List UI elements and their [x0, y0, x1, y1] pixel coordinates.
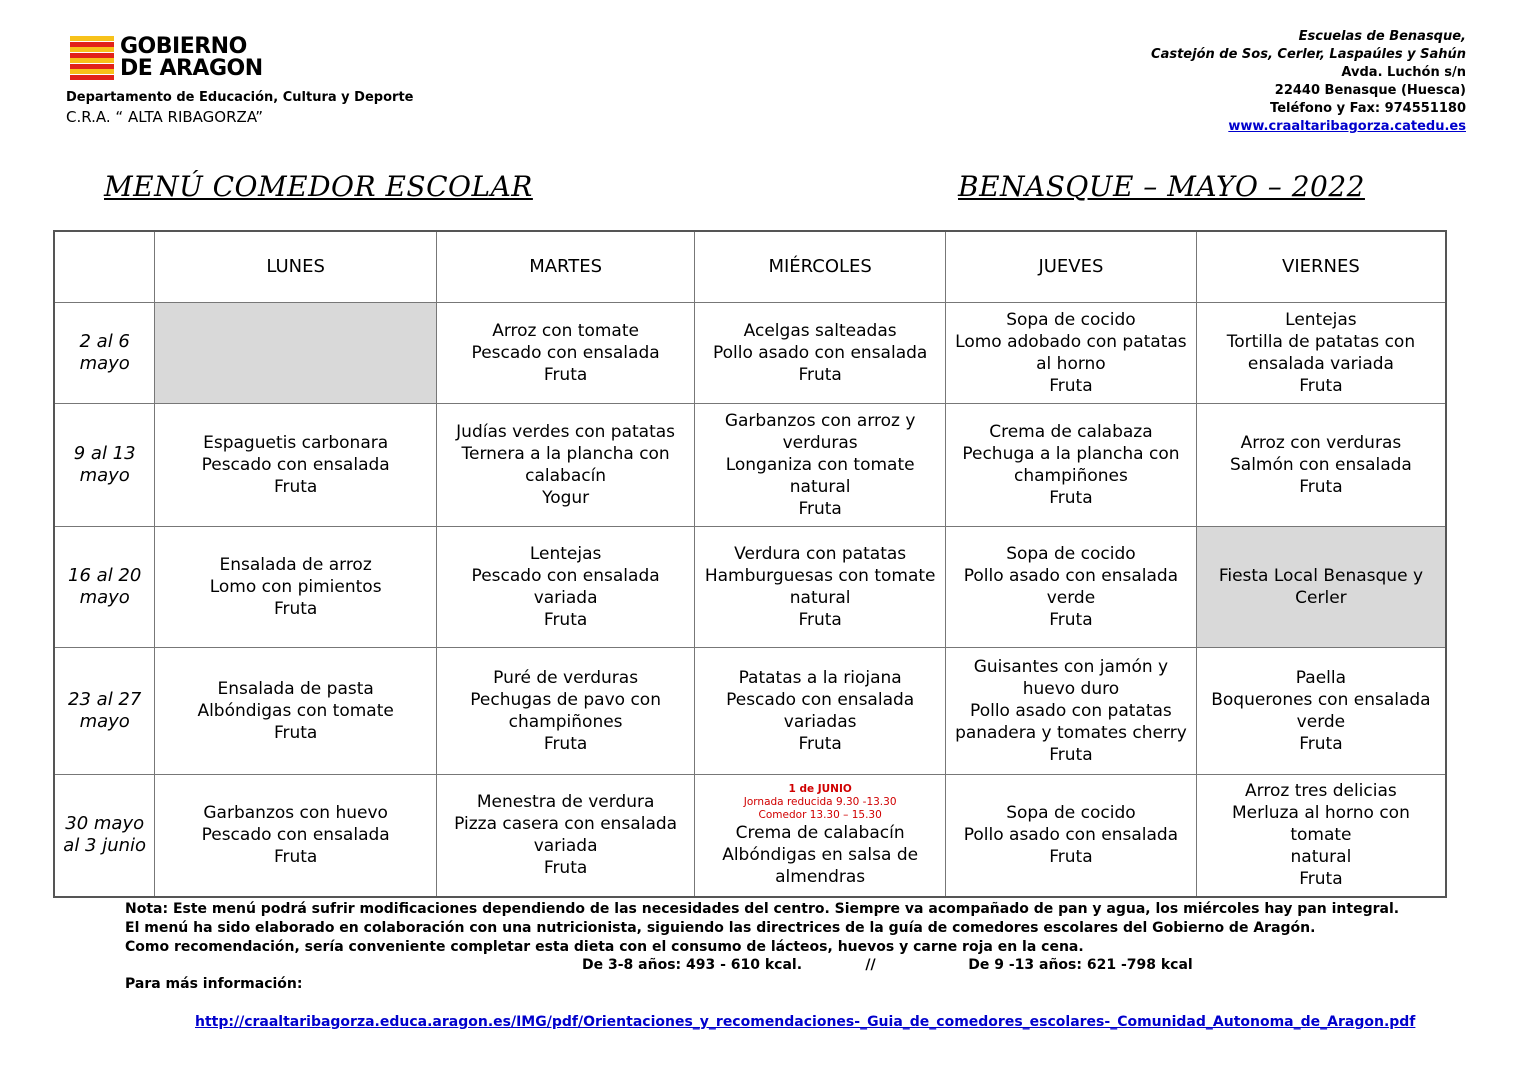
dish-line: almendras	[775, 866, 866, 887]
dish-line: Patatas a la riojana	[738, 668, 902, 688]
week-label-line: mayo	[79, 587, 130, 608]
week-label	[54, 527, 155, 648]
dish-line: Crema de calabaza	[989, 422, 1153, 442]
dish-line: Arroz con tomate	[492, 321, 639, 341]
dish-line: Fruta	[543, 365, 588, 385]
week-label	[54, 775, 155, 897]
menu-cell-martes	[436, 404, 694, 527]
menu-cell-miércoles	[695, 404, 946, 527]
department-name: Departamento de Educación, Cultura y Deporte	[66, 90, 414, 105]
menu-cell-viernes	[1196, 404, 1446, 527]
dish-line: Pechugas de pavo con	[470, 690, 661, 710]
cra-name: C.R.A. “ ALTA RIBAGORZA”	[66, 108, 263, 126]
week-label	[54, 303, 155, 404]
dish-line: Fruta	[273, 477, 318, 497]
dish-line: huevo duro	[1022, 679, 1120, 699]
table-row	[54, 648, 1446, 775]
dish-line: Cerler	[1295, 588, 1347, 608]
address-phone: Teléfono y Fax: 974551180	[1270, 101, 1466, 116]
menu-cell-viernes	[1196, 527, 1446, 648]
guide-pdf-link[interactable]: http://craaltaribagorza.educa.aragon.es/IMG/pdf/Orientaciones_y_recomendaciones-_Guia_de_comedores_escolares-_Comunidad_Autonoma_de_Aragon.pdf	[195, 1014, 1416, 1030]
week-label-line: 16 al 20	[68, 565, 142, 586]
menu-cell-martes	[436, 303, 694, 404]
dish-line: Merluza al horno con tomate	[1231, 803, 1410, 846]
week-label	[54, 404, 155, 527]
note-line: Nota: Este menú podrá sufrir modificaciones dependiendo de las necesidades del centro. Siempre va acompañado de pan y agua, los miércoles hay pan integral.	[125, 901, 1400, 917]
more-info-label: Para más información:	[125, 976, 303, 992]
dish-line: Fruta	[273, 847, 318, 868]
dish-line: Salmón con ensalada	[1229, 455, 1412, 475]
dish-line: Pollo asado con ensalada	[712, 343, 928, 363]
table-header-row	[54, 231, 1446, 303]
dish-line: Longaniza con tomate	[725, 455, 915, 475]
dish-line: Sopa de cocido	[1006, 544, 1136, 564]
dish-line: Pollo asado con ensalada	[963, 825, 1179, 846]
location-date-title: BENASQUE – MAYO – 2022	[958, 170, 1365, 203]
dish-line: Judías verdes con patatas	[456, 422, 676, 442]
dish-line: Fruta	[1299, 869, 1343, 890]
dish-line: Fruta	[543, 734, 588, 754]
menu-cell-jueves	[946, 775, 1197, 897]
dish-line: Puré de verduras	[493, 668, 639, 688]
dish-line: Acelgas salteadas	[743, 321, 897, 341]
menu-cell-jueves	[946, 404, 1197, 527]
menu-table	[53, 230, 1447, 898]
menu-cell-lunes	[155, 775, 437, 897]
day-header: VIERNES	[1196, 231, 1446, 303]
dish-line: Fruta	[1049, 488, 1093, 508]
dish-line: variadas	[783, 712, 857, 732]
menu-cell-viernes	[1196, 303, 1446, 404]
dish-line: calabacín	[525, 466, 607, 486]
dish-line: Ensalada de pasta	[217, 679, 374, 699]
day-header: LUNES	[155, 231, 437, 303]
dish-line: Fruta	[1299, 734, 1343, 754]
day-header: JUEVES	[946, 231, 1197, 303]
dish-line: Fruta	[1299, 376, 1343, 396]
menu-cell-viernes	[1196, 775, 1446, 897]
dish-line: Pescado con ensalada	[726, 690, 915, 710]
week-label-line: 30 mayo	[65, 813, 145, 835]
dish-line: natural	[789, 588, 851, 608]
dish-line: Albóndigas en salsa de	[722, 844, 919, 865]
dish-line: verde	[1296, 712, 1346, 732]
dish-line: Yogur	[542, 488, 590, 508]
dish-line: Fruta	[1299, 477, 1343, 497]
dish-line: Ensalada de arroz	[219, 555, 372, 575]
dish-line: Albóndigas con tomate	[197, 701, 394, 721]
menu-cell-jueves	[946, 527, 1197, 648]
dish-line: Arroz con verduras	[1240, 433, 1402, 453]
menu-cell-miércoles	[695, 527, 946, 648]
menu-cell-miércoles	[695, 303, 946, 404]
dish-line: Pescado con ensalada	[201, 825, 390, 846]
week-label-line: 2 al 6	[79, 331, 130, 352]
dish-line: natural	[1290, 847, 1352, 868]
dish-line: Fruta	[1049, 610, 1093, 630]
dish-line: champiñones	[1013, 466, 1128, 486]
note-line: Como recomendación, sería conveniente completar esta dieta con el consumo de lácteos, huevos y carne roja en la cena.	[125, 939, 1084, 955]
menu-cell-lunes	[155, 303, 437, 404]
dish-line: Hamburguesas con tomate	[704, 566, 936, 586]
address-line1: Escuelas de Benasque,	[1298, 29, 1466, 44]
week-label-line: mayo	[79, 465, 130, 486]
week-label	[54, 648, 155, 775]
logo-line2: DE ARAGON	[120, 56, 263, 81]
dish-line: Pescado con ensalada	[471, 343, 660, 363]
dish-line: Fiesta Local Benasque y	[1218, 566, 1424, 586]
week-label-line: 23 al 27	[68, 689, 142, 710]
menu-cell-martes	[436, 648, 694, 775]
dish-line: Fruta	[1049, 745, 1093, 765]
dish-line: Pollo asado con ensalada	[963, 566, 1179, 586]
address-line4: 22440 Benasque (Huesca)	[1274, 83, 1466, 98]
menu-cell-miércoles	[695, 648, 946, 775]
dish-line: Tortilla de patatas con	[1226, 332, 1416, 352]
dish-line: Fruta	[1049, 376, 1093, 396]
logo-line1: GOBIERNO	[120, 34, 247, 59]
menu-cell-lunes	[155, 404, 437, 527]
day-header: MIÉRCOLES	[695, 231, 946, 303]
dish-line: al horno	[1036, 354, 1106, 374]
dish-line: Garbanzos con huevo	[203, 803, 388, 824]
dish-line: Lentejas	[1285, 310, 1357, 330]
dish-line: Lomo con pimientos	[209, 577, 382, 597]
dish-line: Verdura con patatas	[734, 544, 907, 564]
schedule-note: Comedor 13.30 – 15.30	[758, 808, 882, 821]
schedule-note: 1 de JUNIO	[788, 782, 852, 795]
address-line2: Castejón de Sos, Cerler, Laspaúles y Sahún	[1151, 47, 1466, 62]
dish-line: Lomo adobado con patatas	[955, 332, 1187, 352]
dish-line: Pescado con ensalada variada	[471, 566, 660, 608]
menu-cell-viernes	[1196, 648, 1446, 775]
table-row	[54, 303, 1446, 404]
day-header: MARTES	[436, 231, 694, 303]
dish-line: Fruta	[798, 499, 842, 519]
week-label-line: al 3 junio	[63, 835, 147, 857]
dish-line: Ternera a la plancha con	[461, 444, 670, 464]
dish-line: Fruta	[543, 858, 588, 879]
dish-line: verduras	[782, 433, 858, 453]
dish-line: Fruta	[273, 599, 318, 619]
dish-line: Fruta	[798, 610, 842, 630]
dish-line: Pechuga a la plancha con	[962, 444, 1180, 464]
week-label-line: 9 al 13	[73, 443, 136, 464]
dish-line: Arroz tres delicias	[1245, 781, 1397, 802]
dish-line: Menestra de verdura	[476, 792, 655, 813]
table-row	[54, 404, 1446, 527]
dish-line: panadera y tomates cherry	[955, 723, 1187, 743]
week-label-line: mayo	[79, 711, 130, 732]
dish-line: Sopa de cocido	[1006, 803, 1136, 824]
menu-cell-lunes	[155, 648, 437, 775]
note-line: El menú ha sido elaborado en colaboración con una nutricionista, siguiendo las directrices de la guía de comedores escolares del Gobierno de Aragón.	[125, 920, 1316, 936]
dish-line: Fruta	[543, 610, 588, 630]
menu-cell-jueves	[946, 648, 1197, 775]
dish-line: Crema de calabacín	[735, 822, 905, 843]
logo-text	[120, 36, 263, 80]
week-label-line: mayo	[79, 353, 130, 374]
dish-line: Lentejas	[529, 544, 602, 564]
dish-line: Fruta	[273, 723, 318, 743]
menu-cell-jueves	[946, 303, 1197, 404]
menu-cell-martes	[436, 527, 694, 648]
corner-cell	[54, 231, 155, 303]
schedule-note: Jornada reducida 9.30 -13.30	[743, 795, 897, 808]
table-row	[54, 775, 1446, 897]
dish-line: Pizza casera con ensalada	[454, 814, 678, 835]
dish-line: ensalada variada	[1247, 354, 1394, 374]
dish-line: Guisantes con jamón y	[973, 657, 1169, 677]
table-row	[54, 527, 1446, 648]
kcal-info: De 3-8 años: 493 - 610 kcal. // De 9 -13 años: 621 -798 kcal	[582, 957, 1193, 973]
footer-notes	[125, 900, 1399, 957]
dish-line: verde	[1046, 588, 1096, 608]
dish-line: Fruta	[798, 734, 842, 754]
gobierno-aragon-logo	[70, 36, 263, 80]
dish-line: variada	[533, 836, 598, 857]
school-address	[1151, 28, 1466, 136]
dish-line: Paella	[1295, 668, 1347, 688]
menu-cell-martes	[436, 775, 694, 897]
dish-line: Espaguetis carbonara	[203, 433, 389, 453]
dish-line: Boquerones con ensalada	[1211, 690, 1431, 710]
menu-cell-miércoles	[695, 775, 946, 897]
menu-cell-lunes	[155, 527, 437, 648]
dish-line: Fruta	[1049, 847, 1093, 868]
dish-line: Fruta	[798, 365, 842, 385]
dish-line: Pollo asado con patatas	[970, 701, 1172, 721]
dish-line: Sopa de cocido	[1006, 310, 1136, 330]
website-link[interactable]: www.craaltaribagorza.catedu.es	[1228, 119, 1466, 134]
dish-line: Garbanzos con arroz y	[724, 411, 916, 431]
aragon-flag-icon	[70, 36, 114, 80]
dish-line: champiñones	[508, 712, 623, 732]
dish-line: natural	[789, 477, 851, 497]
address-line3: Avda. Luchón s/n	[1341, 65, 1466, 80]
dish-line: Pescado con ensalada	[201, 455, 390, 475]
menu-title: MENÚ COMEDOR ESCOLAR	[104, 170, 533, 203]
